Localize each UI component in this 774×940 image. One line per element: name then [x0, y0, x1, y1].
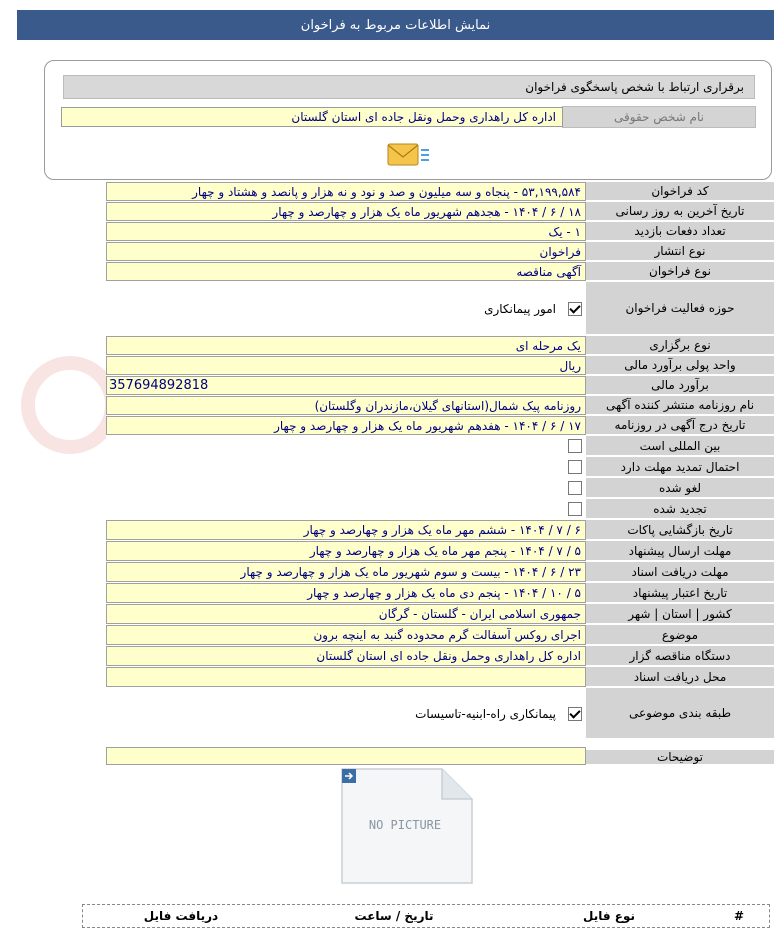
row-estimate: [106, 376, 774, 396]
doc-deadline-label: مهلت دریافت اسناد: [586, 562, 774, 582]
publish-type-label: نوع انتشار: [586, 242, 774, 261]
row-submission-deadline: [106, 541, 774, 562]
row-doc-place: [106, 667, 774, 688]
row-subject: [106, 625, 774, 646]
code-label: کد فراخوان: [586, 182, 774, 201]
publish-type-value: فراخوان: [106, 242, 586, 261]
international-label: بین المللی است: [586, 436, 774, 456]
newspaper-label: نام روزنامه منتشر کننده آگهی: [586, 396, 774, 415]
row-doc-deadline: [106, 562, 774, 583]
contact-title: برقراری ارتباط با شخص پاسخگوی فراخوان: [63, 75, 755, 99]
category-label: طبقه بندی موضوعی: [586, 688, 774, 739]
international-value: [106, 436, 586, 456]
no-picture-text: NO PICTURE: [368, 818, 442, 832]
row-call-type: [106, 262, 774, 282]
activity-checkbox[interactable]: [568, 302, 582, 316]
category-option: پیمانکاری راه-ابنیه-تاسیسات: [415, 706, 556, 721]
row-category: [106, 688, 774, 740]
estimate-value: 357694892818: [106, 376, 586, 395]
cancelled-value: [106, 478, 586, 498]
row-newspaper-date: [106, 416, 774, 436]
files-col-download: دریافت فایل: [143, 909, 219, 923]
subject-value: اجرای روکس آسفالت گرم محدوده گنبد به اینچه برون: [106, 625, 586, 645]
row-visits: [106, 222, 774, 242]
extension-label: احتمال تمدید مهلت دارد: [586, 457, 774, 477]
holding-type-label: نوع برگزاری: [586, 336, 774, 355]
call-type-value: آگهی مناقصه: [106, 262, 586, 281]
renewed-checkbox[interactable]: [568, 502, 582, 516]
row-extension: [106, 457, 774, 478]
last-update-value: ۱۸ / ۶ / ۱۴۰۴ - هجدهم شهریور ماه یک هزار و چهارصد و چهار: [106, 202, 586, 221]
row-last-update: [106, 202, 774, 222]
files-col-index: #: [733, 909, 745, 923]
files-table-header: [82, 904, 770, 928]
opening-date-value: ۶ / ۷ / ۱۴۰۴ - ششم مهر ماه یک هزار و چهارصد و چهار: [106, 520, 586, 540]
newspaper-date-label: تاریخ درج آگهی در روزنامه: [586, 416, 774, 435]
code-value: ۵۳,۱۹۹,۵۸۴ - پنجاه و سه میلیون و صد و نود و نه هزار و پانصد و هشتاد و چهار: [106, 182, 586, 201]
organizer-value: اداره کل راهداری وحمل ونقل جاده ای استان گلستان: [106, 646, 586, 666]
location-label: کشور | استان | شهر: [586, 604, 774, 624]
submission-deadline-label: مهلت ارسال پیشنهاد: [586, 541, 774, 561]
doc-place-label: محل دریافت اسناد: [586, 667, 774, 687]
activity-option: امور پیمانکاری: [484, 301, 556, 316]
row-description: [106, 740, 774, 766]
row-organizer: [106, 646, 774, 667]
doc-place-value: [106, 667, 586, 687]
row-opening-date: [106, 520, 774, 541]
renewed-value: [106, 499, 586, 519]
category-value: [106, 688, 586, 739]
row-location: [106, 604, 774, 625]
currency-value: ریال: [106, 356, 586, 375]
row-publish-type: [106, 242, 774, 262]
activity-value: [106, 282, 586, 335]
submission-deadline-value: ۵ / ۷ / ۱۴۰۴ - پنجم مهر ماه یک هزار و چهارصد و چهار: [106, 541, 586, 561]
description-value: [106, 747, 586, 765]
mail-icon[interactable]: [385, 140, 431, 170]
cancelled-checkbox[interactable]: [568, 481, 582, 495]
no-picture-placeholder: [338, 765, 476, 887]
extension-checkbox[interactable]: [568, 460, 582, 474]
location-value: جمهوری اسلامی ایران - گلستان - گرگان: [106, 604, 586, 624]
files-col-datetime: تاریخ / ساعت: [354, 909, 434, 923]
row-holding-type: [106, 336, 774, 356]
doc-deadline-value: ۲۳ / ۶ / ۱۴۰۴ - بیست و سوم شهریور ماه یک هزار و چهارصد و چهار: [106, 562, 586, 582]
page-title: نمایش اطلاعات مربوط به فراخوان: [300, 17, 491, 33]
row-validity-date: [106, 583, 774, 604]
description-label: توضیحات: [586, 750, 774, 765]
row-cancelled: [106, 478, 774, 499]
row-newspaper: [106, 396, 774, 416]
visits-label: تعداد دفعات بازدید: [586, 222, 774, 241]
category-checkbox[interactable]: [568, 707, 582, 721]
renewed-label: تجدید شده: [586, 499, 774, 519]
newspaper-date-value: ۱۷ / ۶ / ۱۴۰۴ - هفدهم شهریور ماه یک هزار و چهارصد و چهار: [106, 416, 586, 435]
contact-name-value: اداره کل راهداری وحمل ونقل جاده ای استان گلستان: [61, 107, 563, 127]
row-renewed: [106, 499, 774, 520]
row-activity: [106, 282, 774, 336]
cancelled-label: لغو شده: [586, 478, 774, 498]
holding-type-value: یک مرحله ای: [106, 336, 586, 355]
row-international: [106, 436, 774, 457]
page-header: [17, 10, 774, 40]
contact-panel: [44, 60, 772, 180]
validity-date-value: ۵ / ۱۰ / ۱۴۰۴ - پنجم دی ماه یک هزار و چهارصد و چهار: [106, 583, 586, 603]
opening-date-label: تاریخ بازگشایی پاکات: [586, 520, 774, 540]
activity-label: حوزه فعالیت فراخوان: [586, 282, 774, 335]
call-details-table: [106, 182, 774, 766]
files-col-type: نوع فایل: [583, 909, 635, 923]
last-update-label: تاریخ آخرین به روز رسانی: [586, 202, 774, 221]
newspaper-value: روزنامه پیک شمال(استانهای گیلان،مازندران وگلستان): [106, 396, 586, 415]
extension-value: [106, 457, 586, 477]
visits-value: ۱ - یک: [106, 222, 586, 241]
contact-name-label: نام شخص حقوقی: [562, 106, 756, 128]
currency-label: واحد پولی برآورد مالی: [586, 356, 774, 375]
validity-date-label: تاریخ اعتبار پیشنهاد: [586, 583, 774, 603]
international-checkbox[interactable]: [568, 439, 582, 453]
call-type-label: نوع فراخوان: [586, 262, 774, 281]
subject-label: موضوع: [586, 625, 774, 645]
row-currency: [106, 356, 774, 376]
organizer-label: دستگاه مناقصه گزار: [586, 646, 774, 666]
row-code: [106, 182, 774, 202]
estimate-label: برآورد مالی: [586, 376, 774, 395]
